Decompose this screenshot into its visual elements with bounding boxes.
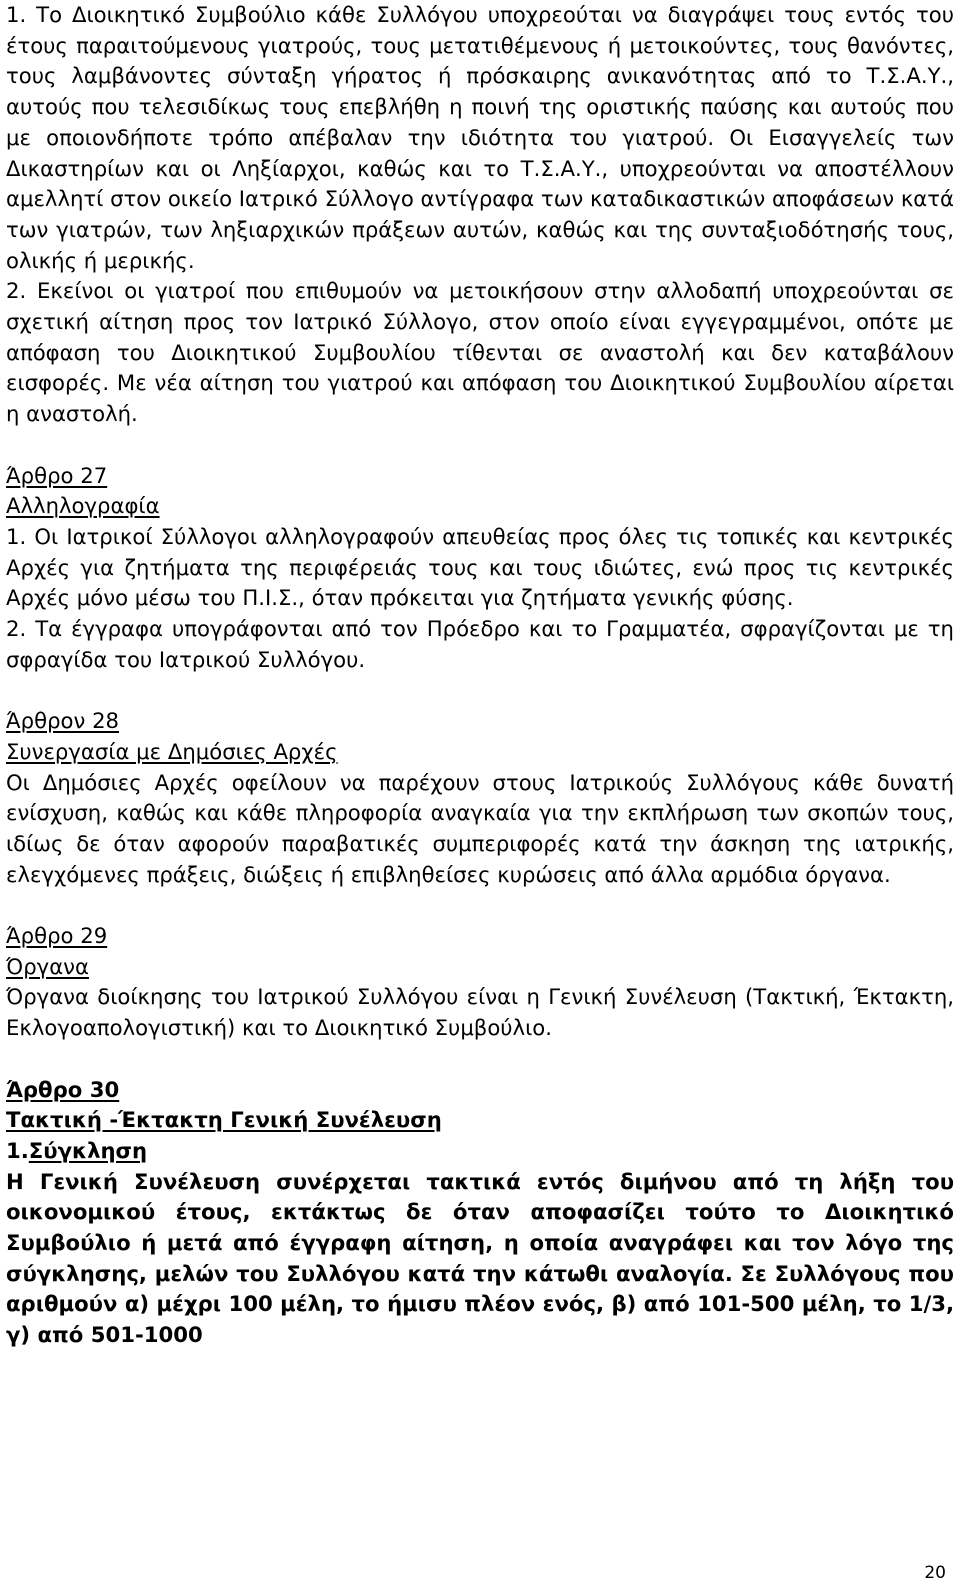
article27-paragraph-1: 1. Οι Ιατρικοί Σύλλογοι αλληλογραφούν απευθείας προς όλες τις τοπικές και κεντρικές Αρχές για ζητήματα της περιφέρειάς τους και τους ιδιώτες, ενώ προς τις κεντρικές Αρχές μόνο μέσω του Π.Ι.Σ., όταν πρόκειται για ζητήματα γενικής φύσης. — [6, 523, 954, 611]
article27-title: Αλληλογραφία — [6, 493, 160, 519]
article28-heading: Άρθρον 28 — [6, 708, 120, 734]
article28-paragraph-1: Οι Δημόσιες Αρχές οφείλουν να παρέχουν στους Ιατρικούς Συλλόγους κάθε δυνατή ενίσχυση, καθώς και κάθε πληροφορία αναγκαία για την εκπλήρωση των σκοπών τους, ιδίως δε όταν αφορούν παραβατικές συμπεριφορές κατά την άσκηση της ιατρικής, ελεγχόμενες πράξεις, διώξεις ή επιβληθείσες κυρώσεις από άλλα αρμόδια όργανα. — [6, 769, 954, 887]
document-page — [6, 0, 954, 1351]
spacer — [6, 430, 954, 461]
spacer — [6, 890, 954, 921]
article30-title: Τακτική -Έκτακτη Γενική Συνέλευση — [6, 1107, 442, 1133]
article29-heading: Άρθρο 29 — [6, 923, 108, 949]
article27-heading: Άρθρο 27 — [6, 462, 108, 488]
article28-title: Συνεργασία με Δημόσιες Αρχές — [6, 738, 338, 764]
article30-sub-title: Σύγκληση — [28, 1137, 148, 1163]
article27-paragraph-2: 2. Τα έγγραφα υπογράφονται από τον Πρόεδρο και το Γραμματέα, σφραγίζονται με τη σφραγίδα του Ιατρικού Συλλόγου. — [6, 616, 954, 672]
article30-heading: Άρθρο 30 — [6, 1076, 120, 1102]
page-number: 20 — [924, 1563, 946, 1583]
spacer — [6, 675, 954, 706]
article30-paragraph-1: Η Γενική Συνέλευση συνέρχεται τακτικά εντός διμήνου από τη λήξη του οικονομικού έτους, εκτάκτως δε όταν αποφασίζει τούτο το Διοικητικό Συμβούλιο ή μετά από έγγραφη αίτηση, η οποία αναγράφει και τον λόγο της σύγκλησης, μελών του Συλλόγου κατά την κάτωθι αναλογία. Σε Συλλόγους που αριθμούν α) μέχρι 100 μέλη, το ήμισυ πλέον ενός, β) από 101-500 μέλη, το 1/3, γ) από 501-1000 — [6, 1168, 954, 1348]
article26-paragraph-1: 1. Το Διοικητικό Συμβούλιο κάθε Συλλόγου υποχρεούται να διαγράψει τους εντός του έτους παραιτούμενους γιατρούς, τους μετατιθέμενους ή μετοικούντες, τους θανόντες, τους λαμβάνοντες σύνταξη γήρατος ή πρόσκαιρης ανικανότητας από το Τ.Σ.Α.Υ., αυτούς που τελεσιδίκως τους επεβλήθη η ποινή της οριστικής παύσης και αυτούς που με οποιονδήποτε τρόπο απέβαλαν την ιδιότητα του γιατρού. Οι Εισαγγελείς των Δικαστηρίων και οι Ληξίαρχοι, καθώς και το Τ.Σ.Α.Υ., υποχρεούνται να αποστέλλουν αμελλητί στον οικείο Ιατρικό Σύλλογο αντίγραφα των καταδικαστικών αποφάσεων κατά των γιατρών, των ληξιαρχικών πράξεων αυτών, καθώς και της συνταξιοδότησής τους, ολικής ή μερικής. — [6, 2, 954, 273]
article29-title: Όργανα — [6, 953, 89, 979]
article26-paragraph-2: 2. Εκείνοι οι γιατροί που επιθυμούν να μετοικήσουν στην αλλοδαπή υποχρεούνται σε σχετική αίτηση προς τον Ιατρικό Σύλλογο, στον οποίο είναι εγγεγραμμένοι, οπότε με απόφαση του Διοικητικού Συμβουλίου τίθενται σε αναστολή και δεν καταβάλουν εισφορές. Με νέα αίτηση του γιατρού και απόφαση του Διοικητικού Συμβουλίου αίρεται η αναστολή. — [6, 278, 954, 427]
article29-paragraph-1: Όργανα διοίκησης του Ιατρικού Συλλόγου είναι η Γενική Συνέλευση (Τακτική, Έκτακτη, Εκλογοαπολογιστική) και το Διοικητικό Συμβούλιο. — [6, 984, 954, 1041]
spacer — [6, 1044, 954, 1075]
article30-sub-number: 1. — [6, 1137, 29, 1163]
